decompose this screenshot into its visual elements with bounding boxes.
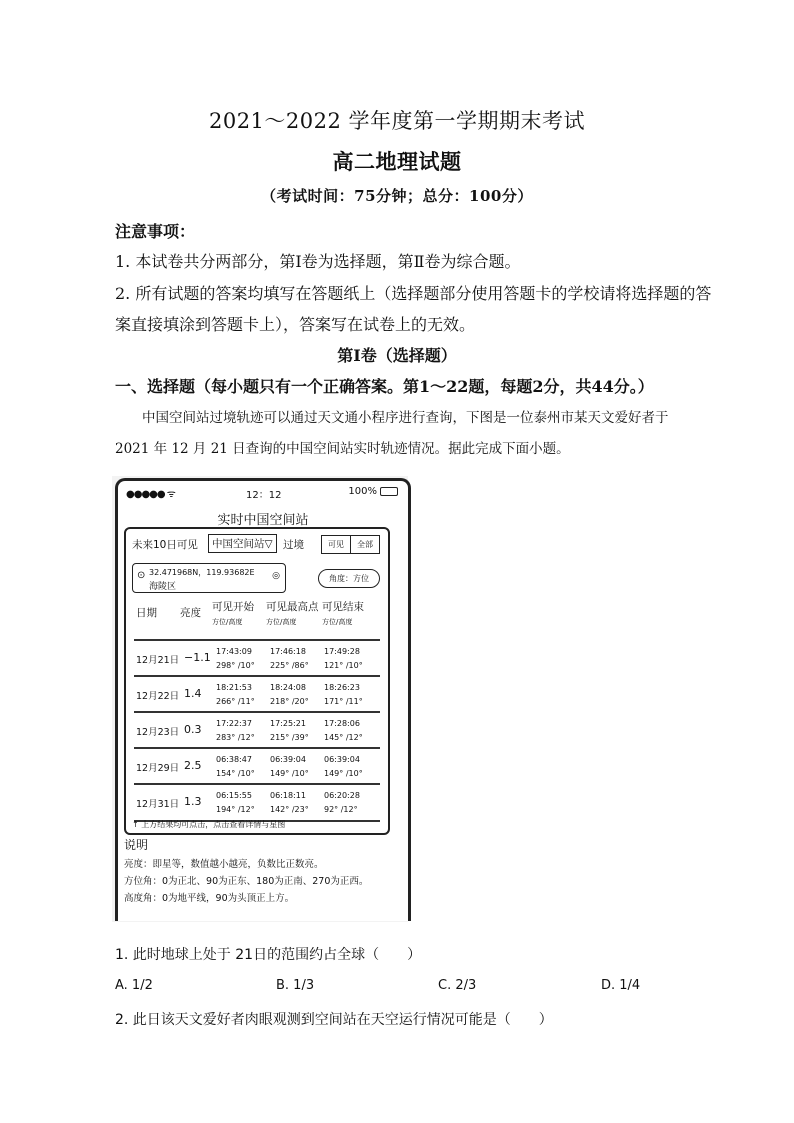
row-date: 12月31日 [136, 799, 180, 810]
col-date: 日期 [136, 607, 157, 619]
row-start [216, 681, 255, 709]
row-peak [270, 681, 309, 709]
table-row[interactable] [134, 639, 380, 676]
row-peak-time: 17:46:18 [270, 647, 306, 656]
col-peak [266, 599, 319, 627]
row-start-time: 17:43:09 [216, 647, 252, 656]
row-peak-pos: 215° /39° [270, 733, 309, 742]
angle-button[interactable]: 角度：方位 [318, 569, 380, 588]
row-date: 12月23日 [136, 727, 180, 738]
status-time: 12：12 [246, 490, 282, 501]
question-1: 1. 此时地球上处于 21日的范围约占全球（ ） [115, 947, 422, 963]
btn-all[interactable]: 全部 [357, 540, 373, 549]
row-peak-pos: 142° /23° [270, 805, 309, 814]
row-end-time: 17:28:06 [324, 719, 360, 728]
col-start [212, 599, 254, 627]
row-end-pos: 149° /10° [324, 769, 363, 778]
row-brightness: −1.1 [184, 651, 211, 664]
intro-line-1: 中国空间站过境轨迹可以通过天文通小程序进行查询，下图是一位泰州市某天文爱好者于 [142, 410, 669, 426]
notes-item-2-line-1: 2. 所有试题的答案均填写在答题纸上（选择题部分使用答题卡的学校请将选择题的答 [115, 284, 712, 303]
visibility-toggle [321, 535, 380, 554]
row-start-time: 18:21:53 [216, 683, 252, 692]
question-2: 2. 此日该天文爱好者肉眼观测到空间站在天空运行情况可能是（ ） [115, 1012, 553, 1028]
col-end-label: 可见结束 [322, 601, 364, 613]
row-end-time: 06:20:28 [324, 791, 360, 800]
btn-visible[interactable]: 可见 [322, 536, 351, 553]
explanation [124, 837, 368, 907]
results-footnote-text: 上方结果均可点击，点击查看详情与星图 [141, 820, 286, 829]
row-date: 12月29日 [136, 763, 180, 774]
row-end [324, 753, 363, 781]
station-select[interactable]: 中国空间站▽ [208, 534, 277, 553]
row-peak-time: 18:24:08 [270, 683, 306, 692]
col-end-unit: 方位/高度 [322, 618, 353, 626]
phone-screenshot [115, 478, 411, 921]
col-end [322, 599, 364, 627]
filter-transit: 过境 [283, 539, 304, 551]
row-end-pos: 171° /11° [324, 697, 363, 706]
eye-icon[interactable]: ◎ [272, 571, 280, 581]
row-peak [270, 753, 309, 781]
row-end [324, 717, 363, 745]
row-end [324, 681, 363, 709]
intro-line-2: 2021 年 12 月 21 日查询的中国空间站实时轨迹情况。据此完成下面小题。 [115, 441, 570, 457]
location-area: 海陵区 [149, 582, 177, 592]
row-brightness: 1.4 [184, 687, 202, 700]
row-start-pos: 194° /12° [216, 805, 255, 814]
col-peak-unit: 方位/高度 [266, 618, 297, 626]
row-end-time: 17:49:28 [324, 647, 360, 656]
table-row[interactable] [134, 747, 380, 784]
col-brightness: 亮度 [180, 607, 201, 619]
row-peak-pos: 218° /20° [270, 697, 309, 706]
row-end-time: 18:26:23 [324, 683, 360, 692]
results-footnote [132, 819, 285, 830]
row-end-time: 06:39:04 [324, 755, 360, 764]
col-peak-label: 可见最高点 [266, 601, 319, 613]
table-row[interactable] [134, 711, 380, 748]
explanation-brightness: 亮度：即星等，数值越小越亮，负数比正数亮。 [124, 859, 324, 870]
notes-item-2-line-2: 案直接填涂到答题卡上），答案写在试卷上的无效。 [115, 315, 476, 334]
notes-heading: 注意事项： [115, 222, 196, 241]
app-title: 实时中国空间站 [217, 513, 309, 528]
notes-item-1: 1. 本试卷共分两部分，第Ⅰ卷为选择题，第Ⅱ卷为综合题。 [115, 252, 521, 271]
row-start-time: 06:38:47 [216, 755, 252, 764]
location-pin-icon: ⊙ [137, 570, 146, 581]
battery-label: 100% [348, 486, 377, 497]
battery-icon [380, 487, 398, 496]
row-start [216, 753, 255, 781]
row-peak-time: 17:25:21 [270, 719, 306, 728]
exam-title: 2021～2022 学年度第一学期期末考试 [208, 109, 586, 133]
row-start-pos: 266° /11° [216, 697, 255, 706]
exam-subtitle: 高二地理试题 [332, 149, 462, 174]
q1-option-d: D. 1/4 [601, 978, 641, 993]
row-start [216, 789, 255, 817]
table-row[interactable] [134, 783, 380, 822]
battery-status [348, 486, 398, 497]
row-start-time: 17:22:37 [216, 719, 252, 728]
row-peak [270, 789, 309, 817]
row-brightness: 0.3 [184, 723, 202, 736]
row-peak [270, 645, 309, 673]
row-peak-pos: 225° /86° [270, 661, 309, 670]
row-end [324, 789, 360, 817]
table-row[interactable] [134, 675, 380, 712]
explanation-heading: 说明 [124, 838, 149, 852]
col-start-unit: 方位/高度 [212, 618, 243, 626]
q1-option-b: B. 1/3 [276, 978, 315, 993]
explanation-azimuth: 方位角：0为正北、90为正东、180为正南、270为正西。 [124, 876, 369, 887]
row-end-pos: 121° /10° [324, 661, 363, 670]
section-heading: 一、选择题（每小题只有一个正确答案。第1～22题，每题2分，共44分。） [115, 377, 654, 396]
row-start-pos: 298° /10° [216, 661, 255, 670]
row-end-pos: 145° /12° [324, 733, 363, 742]
exam-info: （考试时间：75分钟；总分：100分） [261, 187, 533, 205]
q1-option-c: C. 2/3 [438, 978, 477, 993]
filter-visible-days[interactable]: 未来10日可见 [132, 539, 198, 551]
row-peak-time: 06:39:04 [270, 755, 306, 764]
row-end [324, 645, 363, 673]
part-title: 第Ⅰ卷（选择题） [337, 346, 457, 365]
status-bar [118, 486, 408, 502]
arrow-up-icon: ↑ [132, 820, 142, 829]
row-end-pos: 92° /12° [324, 805, 358, 814]
location-coords: 32.471968N，119.93682E [149, 568, 255, 577]
location-box[interactable] [132, 563, 286, 593]
row-peak-time: 06:18:11 [270, 791, 306, 800]
col-start-label: 可见开始 [212, 601, 254, 613]
row-brightness: 1.3 [184, 795, 202, 808]
row-start-pos: 154° /10° [216, 769, 255, 778]
row-start [216, 645, 255, 673]
q1-option-a: A. 1/2 [115, 978, 153, 993]
row-start-time: 06:15:55 [216, 791, 252, 800]
row-peak [270, 717, 309, 745]
results-panel [124, 527, 390, 835]
row-date: 12月22日 [136, 691, 180, 702]
row-start [216, 717, 255, 745]
explanation-altitude: 高度角：0为地平线，90为头顶正上方。 [124, 893, 295, 904]
row-start-pos: 283° /12° [216, 733, 255, 742]
row-date: 12月21日 [136, 655, 180, 666]
signal-icon: ●●●●● ᯤ [126, 489, 175, 500]
row-peak-pos: 149° /10° [270, 769, 309, 778]
row-brightness: 2.5 [184, 759, 202, 772]
